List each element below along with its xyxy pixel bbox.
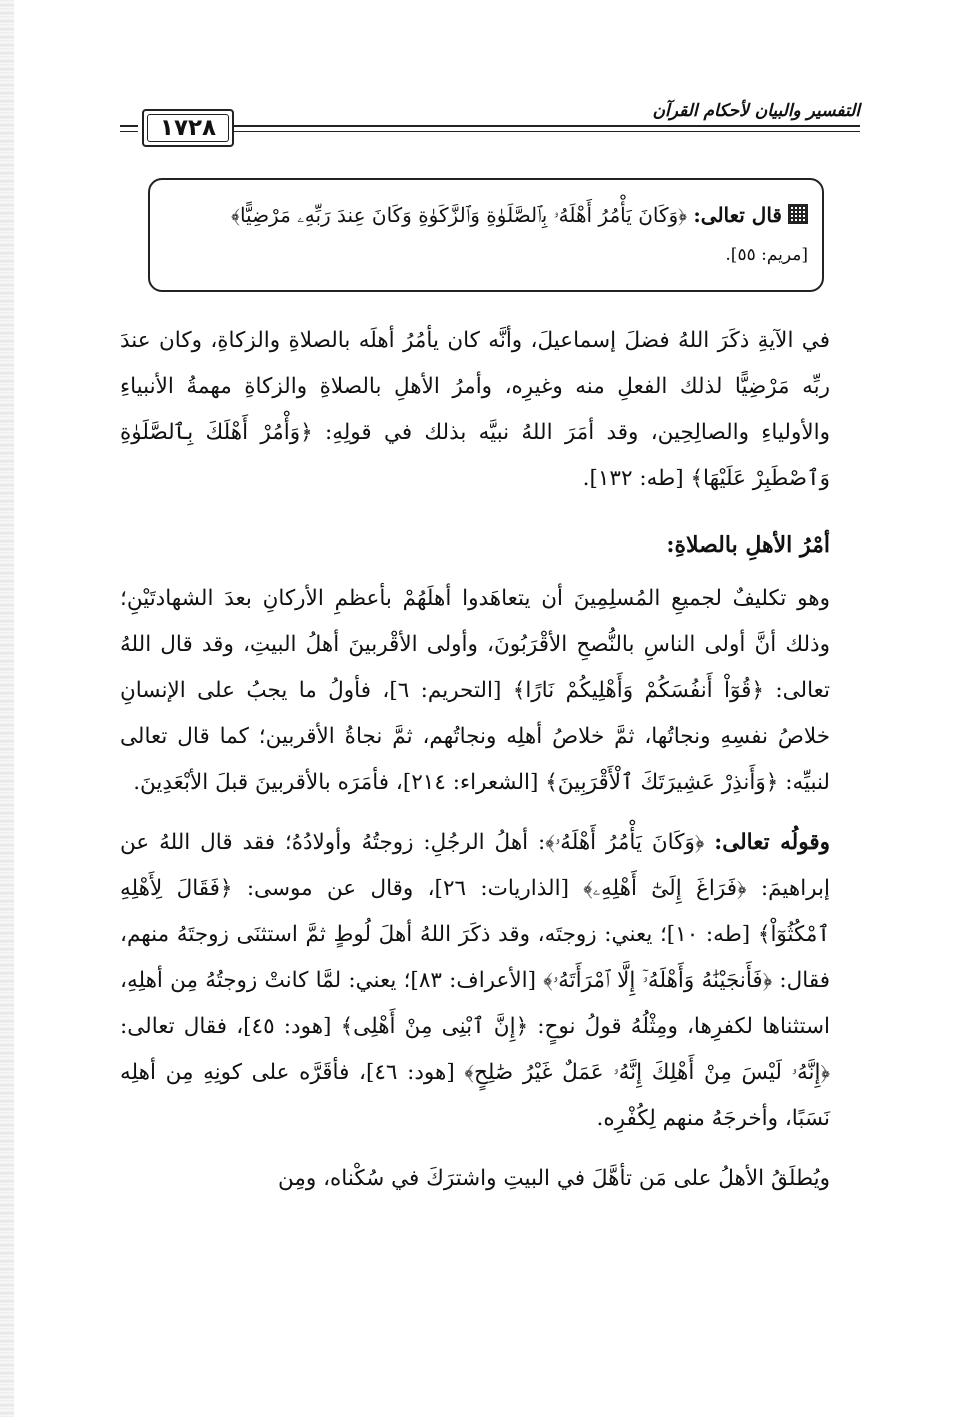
verse-intro: قال تعالى: [693,203,782,227]
page-number: ١٧٢٨ [159,115,217,141]
header-rule-thin [234,131,860,132]
paragraph-2: وهو تكليفٌ لجميعِ المُسلِمِينَ أن يتعاهَدوا أهلَهُمْ بأعظمِ الأركانِ بعدَ الشهادتَيْنِ؛ وذلك أنَّ أولى الناسِ بالنُّصحِ الأقْرَبُونَ، وأولى الأقْربينَ أهلُ البيتِ، وقد قال اللهُ تعالى: ﴿قُوٓاْ أَنفُسَكُمْ وَأَهْلِيكُمْ نَارًا﴾ [التحريم: ٦]، فأولُ ما يجبُ على الإنسانِ خلاصُ نفسِهِ ونجاتُها، ثمَّ خلاصُ أهلِه ونجاتُهم، ثمَّ نجاةُ الأقربين؛ كما قال تعالى لنبيِّه: ﴿وَأَنذِرْ عَشِيرَتَكَ ٱلْأَقْرَبِينَ﴾ [الشعراء: ٢١٤]، فأمَرَه بالأقربينَ قبلَ الأبْعَدِينَ. [120,586,830,795]
header-rule [234,125,860,127]
paragraph-3 [120,820,830,1142]
main-text [120,318,830,1202]
scan-edge [0,0,14,1417]
verse-line [164,194,808,236]
page-number-box [142,109,234,147]
ornament-icon [788,204,808,224]
paragraph-3-lead: وقولُه تعالى: [714,830,830,855]
verse-text: ﴿وَكَانَ يَأْمُرُ أَهْلَهُۥ بِٱلصَّلَوٰةِ وَٱلزَّكَوٰةِ وَكَانَ عِندَ رَبِّهِۦ مَرْضِيًّا﴾ [231,203,688,227]
section-heading: أمْرُ الأهلِ بالصلاةِ: [666,532,830,558]
running-title: التفسير والبيان لأحكام القرآن [652,101,860,121]
paragraph-1: في الآيةِ ذكَرَ اللهُ فضلَ إسماعيلَ، وأنَّه كان يأمُرُ أهلَه بالصلاةِ والزكاةِ، وكان عندَ ربِّه مَرْضِيًّا لذلك الفعلِ منه وغيرِه، وأمرُ الأهلِ بالصلاةِ والزكاةِ مهمةُ الأنبياءِ والأولياءِ والصالِحِين، وقد أمَرَ اللهُ نبيَّه بذلك في قولِهِ: ﴿وَأْمُرْ أَهْلَكَ بِٱلصَّلَوٰةِ وَٱصْطَبِرْ عَلَيْهَا﴾ [طه: ١٣٢]. [120,328,830,491]
header-rule-left-thin [120,131,138,132]
page-header [120,95,860,150]
paragraph-4: ويُطلَقُ الأهلُ على مَن تأهَّلَ في البيتِ واشترَكَ في سُكْناه، ومِن [278,1166,830,1191]
paragraph-3-text: ﴿وَكَانَ يَأْمُرُ أَهْلَهُۥ﴾: أهلُ الرجُلِ: زوجتُهُ وأولادُهُ؛ فقد قال اللهُ عن إبراهيمَ: ﴿فَرَاغَ إِلَىٰٓ أَهْلِهِۦ﴾ [الذاريات: ٢٦]، وقال عن موسى: ﴿فَقَالَ لِأَهْلِهِ ٱمْكُثُوٓاْ﴾ [طه: ١٠]؛ يعني: زوجتَه، وقد ذكَرَ اللهُ أهلَ لُوطٍ ثمَّ استثنَى زوجتَهُ منهم، فقال: ﴿فَأَنجَيْنَٰهُ وَأَهْلَهُۥٓ إِلَّا ٱمْرَأَتَهُۥ﴾ [الأعراف: ٨٣]؛ يعني: لمَّا كانتْ زوجتُهُ مِن أهلِهِ، استثناها لكفرِها، ومِثْلُهُ قولُ نوحٍ: ﴿إِنَّ ٱبْنِى مِنْ أَهْلِى﴾ [هود: ٤٥]، فقال تعالى: ﴿إِنَّهُۥ لَيْسَ مِنْ أَهْلِكَ إِنَّهُۥ عَمَلٌ غَيْرُ صَٰلِحٍ﴾ [هود: ٤٦]، فأقَرَّه على كونِهِ مِن أهلِه نَسَبًا، وأخرجَهُ منهم لِكُفْرِه. [120,830,831,1131]
verse-box [148,178,824,292]
verse-reference: [مريم: ٥٥]. [725,245,808,265]
header-rule-left [120,125,138,127]
